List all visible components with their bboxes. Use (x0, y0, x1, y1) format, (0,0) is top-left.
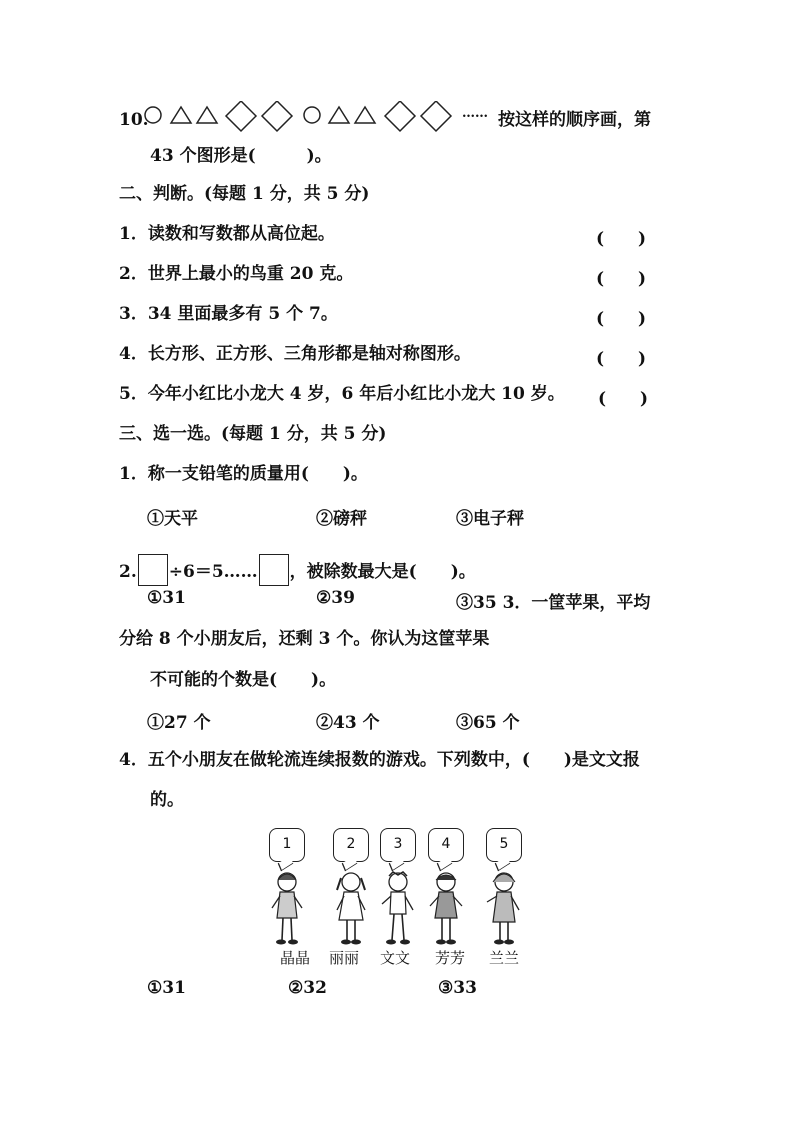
judge-item-4: 4．长方形、正方形、三角形都是轴对称图形。 (119, 344, 471, 364)
judge-item-1: 1．读数和写数都从高位起。 (119, 224, 335, 244)
q4-line-2: 的。 (150, 790, 184, 810)
q2-option-2: ②39 (316, 588, 355, 608)
blank-box (259, 554, 289, 586)
kid-jingjing (257, 828, 317, 950)
child-figure-icon (426, 868, 466, 946)
triangle-shape (329, 107, 349, 123)
q2-tail: ，被除数最大是( )。 (289, 562, 476, 582)
blank-box (138, 554, 168, 586)
speech-bubble: 1 (269, 828, 305, 862)
section2-title: 二、判断。(每题 1 分，共 5 分) (119, 184, 370, 204)
kid-lanlan (474, 828, 534, 950)
shape-sequence (143, 101, 463, 135)
q10-text-b: 43 个图形是( )。 (150, 146, 332, 166)
section3-title: 三、选一选。(每题 1 分，共 5 分) (119, 424, 387, 444)
q3-option-2: ②43 个 (316, 713, 380, 733)
triangle-shape (197, 107, 217, 123)
speech-bubble: 5 (486, 828, 522, 862)
child-figure-icon (267, 868, 307, 946)
diamond-shape (262, 101, 292, 131)
answer-paren: ( ) (596, 309, 647, 329)
kid-fangfang (416, 828, 476, 950)
kid-name-wenwen: 文文 (379, 949, 410, 967)
child-figure-icon (484, 868, 524, 946)
q2-option-1: ①31 (147, 588, 186, 608)
answer-paren: ( ) (596, 349, 647, 369)
kid-name-lili: 丽丽 (328, 949, 359, 967)
diamond-shape (385, 101, 415, 131)
answer-paren: ( ) (598, 389, 649, 409)
judge-item-2: 2．世界上最小的鸟重 20 克。 (119, 264, 354, 284)
q3-line-1: 分给 8 个小朋友后，还剩 3 个。你认为这筐苹果 (119, 629, 490, 649)
q1-option-2: ②磅秤 (316, 509, 367, 529)
diamond-shape (421, 101, 451, 131)
triangle-shape (355, 107, 375, 123)
choice-q2 (119, 554, 476, 586)
circle-shape (304, 107, 320, 123)
q4-line-1: 4．五个小朋友在做轮流连续报数的游戏。下列数中，( )是文文报 (119, 750, 640, 770)
q10-text-a: 按这样的顺序画，第 (498, 110, 651, 130)
q2-option-3: ③35 3．一筐苹果，平均 (456, 593, 651, 613)
q2-number: 2. (119, 562, 137, 582)
q10-number: 10. (119, 110, 149, 130)
q3-line-2: 不可能的个数是( )。 (150, 670, 337, 690)
q4-option-1: ①31 (147, 978, 186, 998)
triangle-shape (171, 107, 191, 123)
judge-item-3: 3．34 里面最多有 5 个 7。 (119, 304, 338, 324)
judge-item-5: 5．今年小红比小龙大 4 岁，6 年后小红比小龙大 10 岁。 (119, 384, 565, 404)
choice-q1: 1．称一支铅笔的质量用( )。 (119, 464, 368, 484)
q4-option-2: ②32 (288, 978, 327, 998)
q3-option-1: ①27 个 (147, 713, 211, 733)
kid-name-lanlan: 兰兰 (488, 949, 519, 967)
answer-paren: ( ) (596, 229, 647, 249)
circle-shape (145, 107, 161, 123)
speech-bubble: 2 (333, 828, 369, 862)
kid-name-jingjing: 晶晶 (279, 949, 310, 967)
q1-option-3: ③电子秤 (456, 509, 524, 529)
child-figure-icon (378, 868, 418, 946)
diamond-shape (226, 101, 256, 131)
answer-paren: ( ) (596, 269, 647, 289)
q3-option-3: ③65 个 (456, 713, 520, 733)
q2-middle: ÷6＝5…… (168, 562, 258, 582)
speech-bubble: 3 (380, 828, 416, 862)
q10-ellipsis: …… (462, 106, 488, 121)
q1-option-1: ①天平 (147, 509, 198, 529)
kid-name-fangfang: 芳芳 (434, 949, 465, 967)
child-figure-icon (331, 868, 371, 946)
q4-option-3: ③33 (438, 978, 477, 998)
speech-bubble: 4 (428, 828, 464, 862)
